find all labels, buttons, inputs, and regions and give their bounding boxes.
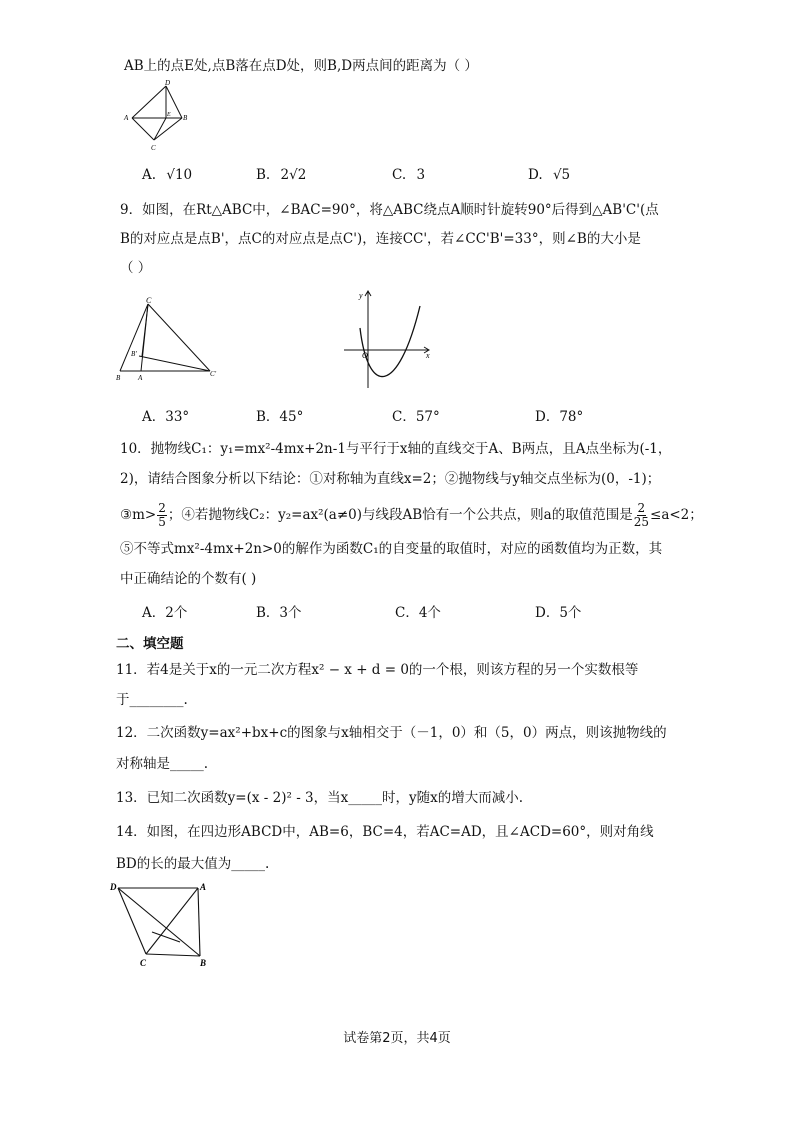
q14-text-line2: BD的长的最大值为_____. [116, 856, 270, 872]
q10-text-line3 [120, 500, 703, 530]
q9-option-d[interactable]: D．78° [535, 409, 584, 425]
q8-text-line1: AB上的点E处,点B落在点D处，则B,D两点间的距离为（ ） [124, 58, 478, 74]
q8-option-d-label: D. [528, 167, 543, 183]
graph-label-x: x [426, 351, 430, 360]
q13-text-line1: 13．已知二次函数y=(x - 2)² - 3，当x_____时，y随x的增大而减小. [116, 790, 524, 806]
q10-text-line2: 2)，请结合图象分析以下结论：①对称轴为直线x=2；②抛物线与y轴交点坐标为(0，-1)； [120, 471, 661, 487]
q10-option-d[interactable]: D．5个 [535, 605, 582, 621]
q14-label-C: C [140, 958, 147, 968]
q9-option-b[interactable]: B．45° [256, 409, 304, 425]
q14-text-line1: 14．如图，在四边形ABCD中，AB=6，BC=4，若AC=AD，且∠ACD=60°，则对角线 [116, 824, 654, 840]
q8-figure [118, 80, 190, 152]
q9-triangle-figure [112, 296, 224, 384]
q9-label-C-prime: C' [210, 370, 217, 378]
q8-label-E: E [167, 112, 171, 118]
q12-text-line2: 对称轴是_____. [116, 756, 209, 772]
q8-option-a[interactable] [142, 166, 192, 184]
q9-option-a[interactable]: A．33° [142, 409, 190, 425]
q9-option-c[interactable]: C．57° [392, 409, 440, 425]
q8-label-D: D [165, 80, 171, 87]
q14-label-B: B [200, 958, 207, 968]
graph-label-O: O [362, 351, 368, 360]
q8-label-B: B [183, 114, 188, 122]
q10-option-a[interactable]: A．2个 [142, 605, 188, 621]
q10-line3-part3: ≤a<2； [650, 507, 703, 523]
q9-text-line2: B的对应点是点B'，点C的对应点是点C')，连接CC'，若∠CC'B'=33°，则∠B的大小是 [120, 231, 641, 247]
q8-option-a-value: √10 [166, 167, 193, 183]
q8-option-b-label: B. [256, 167, 271, 183]
q10-text-line4: ⑤不等式mx²-4mx+2n>0的解作为函数C₁的自变量的取值时，对应的函数值均为正数，其 [120, 541, 663, 557]
q8-option-c[interactable] [392, 166, 425, 184]
q10-fraction-m: $\frac{2}{5}$ [158, 501, 166, 529]
q8-option-c-value: 3 [416, 167, 426, 183]
q8-option-b[interactable] [256, 166, 306, 184]
q9-text-line1: 9．如图，在Rt△ABC中，∠BAC=90°，将△ABC绕点A顺时针旋转90°后得到△AB'C'(点 [120, 202, 659, 218]
q9-text-line3: （ ） [120, 260, 152, 276]
q9-label-C: C [146, 296, 152, 305]
q8-label-C: C [151, 144, 156, 152]
q8-option-d-value: √5 [552, 167, 571, 183]
q8-option-d[interactable] [528, 166, 570, 184]
q8-option-a-label: A. [142, 167, 157, 183]
q10-text-line5: 中正确结论的个数有( ) [120, 571, 257, 587]
q8-label-A: A [124, 114, 129, 122]
q8-option-c-label: C. [392, 167, 407, 183]
q11-text-line2: 于________. [116, 692, 188, 708]
q9-label-B-prime: B' [131, 350, 137, 358]
q10-fraction-a: $\frac{2}{25}$ [633, 501, 650, 529]
q8-option-b-value: 2√2 [280, 167, 307, 183]
q14-label-A: A [200, 882, 207, 892]
q9-label-B: B [116, 374, 121, 382]
q10-line3-part2: ；④若抛物线C₂：y₂=ax²(a≠0)与线段AB恰有一个公共点，则a的取值范围是 [167, 507, 633, 523]
q14-quadrilateral-figure [108, 878, 212, 968]
graph-label-y: y [359, 291, 363, 300]
section-heading-fill-in: 二、填空题 [116, 636, 184, 652]
q12-text-line1: 12．二次函数y=ax²+bx+c的图象与x轴相交于（－1，0）和（5，0）两点，则该抛物线的 [116, 725, 667, 741]
q10-option-c[interactable]: C．4个 [395, 605, 441, 621]
q10-option-b[interactable]: B．3个 [256, 605, 302, 621]
q10-text-line1: 10．抛物线C₁：y₁=mx²-4mx+2n-1与平行于x轴的直线交于A、B两点，且A点坐标为(-1， [120, 441, 672, 457]
q11-text-line1: 11．若4是关于x的一元二次方程x² − x + d = 0的一个根，则该方程的另一个实数根等 [116, 662, 639, 678]
q10-line3-part1: ③m> [120, 507, 157, 523]
page-footer: 试卷第2页，共4页 [343, 1031, 451, 1046]
q14-label-D: D [110, 882, 117, 892]
q9-label-A: A [138, 374, 143, 382]
q10-parabola-graph [340, 286, 440, 390]
